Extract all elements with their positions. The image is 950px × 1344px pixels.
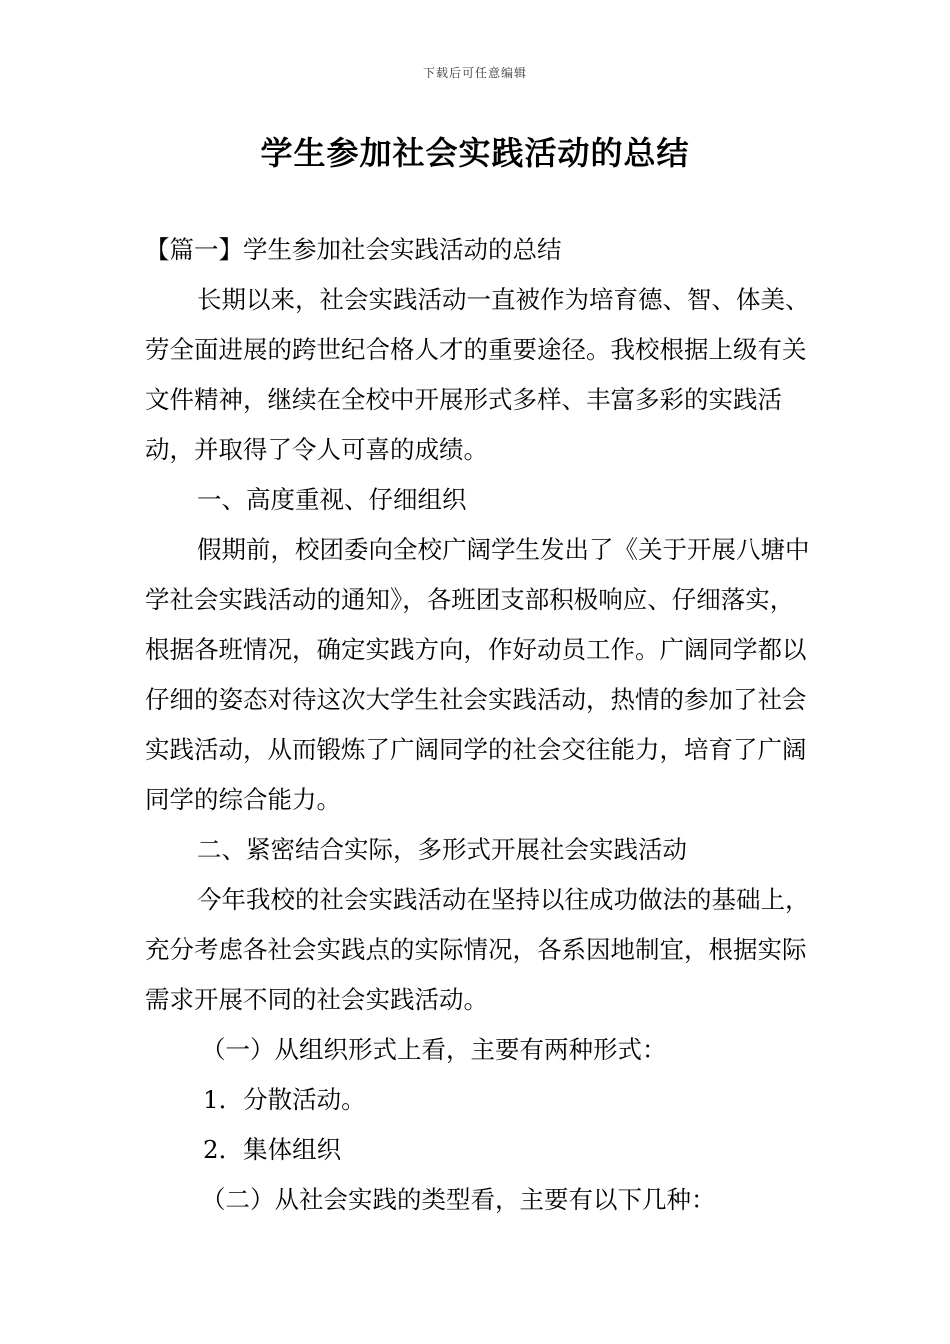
page-header-note: 下载后可任意编辑 <box>422 66 527 80</box>
intro-paragraph: 长期以来，社会实践活动一直被作为培育德、智、体美、劳全面进展的跨世纪合格人才的重要途径。我校根据上级有关文件精神，继续在全校中开展形式多样、丰富多彩的实践活动，并取得了令人可喜的成绩。 <box>145 285 810 464</box>
subheading-one: （一）从组织形式上看，主要有两种形式： <box>201 1035 667 1064</box>
paragraph-two: 今年我校的社会实践活动在坚持以往成功做法的基础上，充分考虑各社会实践点的实际情况，各系因地制宜，根据实际需求开展不同的社会实践活动。 <box>145 885 810 1014</box>
list-item-one: 1．分散活动。 <box>203 1085 366 1114</box>
document-title: 学生参加社会实践活动的总结 <box>260 134 690 172</box>
list-item-two: 2．集体组织 <box>203 1135 342 1164</box>
heading-two: 二、紧密结合实际，多形式开展社会实践活动 <box>197 835 687 864</box>
section-heading: 【篇一】学生参加社会实践活动的总结 <box>145 235 562 264</box>
document-body <box>145 225 810 1225</box>
subheading-two: （二）从社会实践的类型看，主要有以下几种： <box>201 1185 716 1214</box>
heading-one: 一、高度重视、仔细组织 <box>197 485 467 514</box>
paragraph-one: 假期前，校团委向全校广阔学生发出了《关于开展八塘中学社会实践活动的通知》，各班团支部积极响应、仔细落实，根据各班情况，确定实践方向，作好动员工作。广阔同学都以仔细的姿态对待这次大学生社会实践活动，热情的参加了社会实践活动，从而锻炼了广阔同学的社会交往能力，培育了广阔同学的综合能力。 <box>145 535 810 814</box>
